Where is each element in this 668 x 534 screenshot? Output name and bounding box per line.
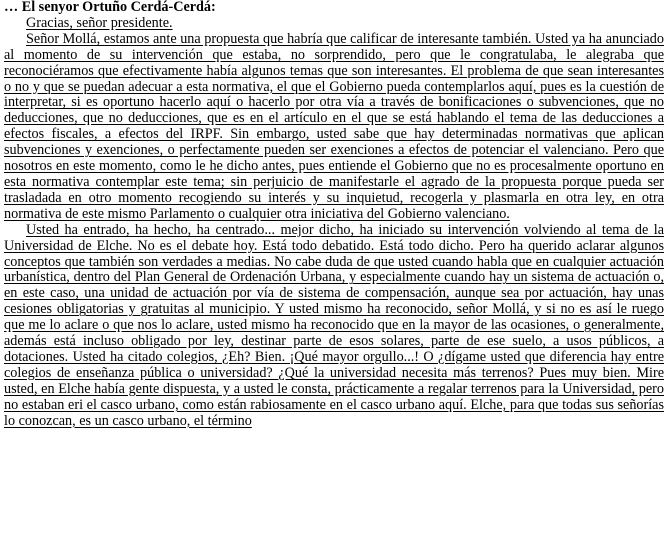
paragraph-deductions: Señor Mollá, estamos ante una propuesta que habría que calificar de interesante también. Usted ya ha anunciado al momento de su intervención que estaba, no sorprendido, pero que le congratulaba, le alegraba que reconociéramos que efectivamente había algunos temas que son interesantes. El problema de que sean interesantes o no y que se puedan adecuar a esta normativa, el que el Gobierno pueda contemplarlos aquí, pues es la cuestión de interpretar, si es oportuno hacerlo aquí o hacerlo por otra vía a través de bonificaciones o subvenciones, que no deducciones, que no deducciones, que es en el artículo en el que se está hablando el tema de las deducciones a efectos fiscales, a efectos del IRPF. Sin embargo, usted sabe que hay determinadas normativas que aplican subvenciones y exenciones, o perfectamente pueden ser exenciones a efectos de potenciar el valenciano. Pero que nosotros en este momento, como le he dicho antes, pues entiende el Gobierno que no es procesalmente oportuno en esta normativa contemplar este tema; sin perjuicio de manifestarle el agrado de la propuesta porque pueda ser trasladada en otro momento recogiendo su interés y su inquietud, recogerla y plasmarla en otra ley, en otra normativa de este mismo Parlamento o cualquier otra iniciativa del Gobierno valenciano. (4, 30, 664, 222)
document-page (4, 0, 664, 429)
paragraph-greeting: Gracias, señor presidente. (26, 14, 173, 31)
paragraph-university: Usted ha entrado, ha hecho, ha centrado... mejor dicho, ha iniciado su intervención volviendo al tema de la Universidad de Elche. No es el debate hoy. Está todo debatido. Está todo dicho. Pero ha querido aclarar algunos conceptos que también son verdades a medias. No cabe duda de que usted cuando habla que en cualquier actuación urbanística, dentro del Plan General de Ordenación Urbana, y especialmente cuando hay un sistema de actuación o, en este caso, una unidad de actuación por vía de sistema de compensación, aunque sea por actuación, hay unas cesiones obligatorias y gratuitas al municipio. Y usted mismo ha reconocido, señor Mollá, y si no es así le ruego que me lo aclare o que nos lo aclare, usted mismo ha reconocido que en la mayor de las ocasiones, o generalmente, además está incluso obligado por ley, destinar parte de esos solares, parte de ese suelo, a usos públicos, a dotaciones. Usted ha citado colegios, ¿Eh? Bien. ¡Qué mayor orgullo...! O ¿dígame usted que diferencia hay entre colegios de enseñanza pública o universidad? ¿Qué la universidad necesita más terrenos? Pues muy bien. Mire usted, en Elche había gente dispuesta, y a usted le consta, prácticamente a regalar terrenos para la Universidad, pero no estaban eri el casco urbano, como están rabiosamente en el casco urbano aquí. Elche, para que todas sus señorías lo conozcan, es un casco urbano, el término (4, 221, 664, 429)
speaker-heading: … El senyor Ortuño Cerdá-Cerdá: (4, 0, 216, 15)
